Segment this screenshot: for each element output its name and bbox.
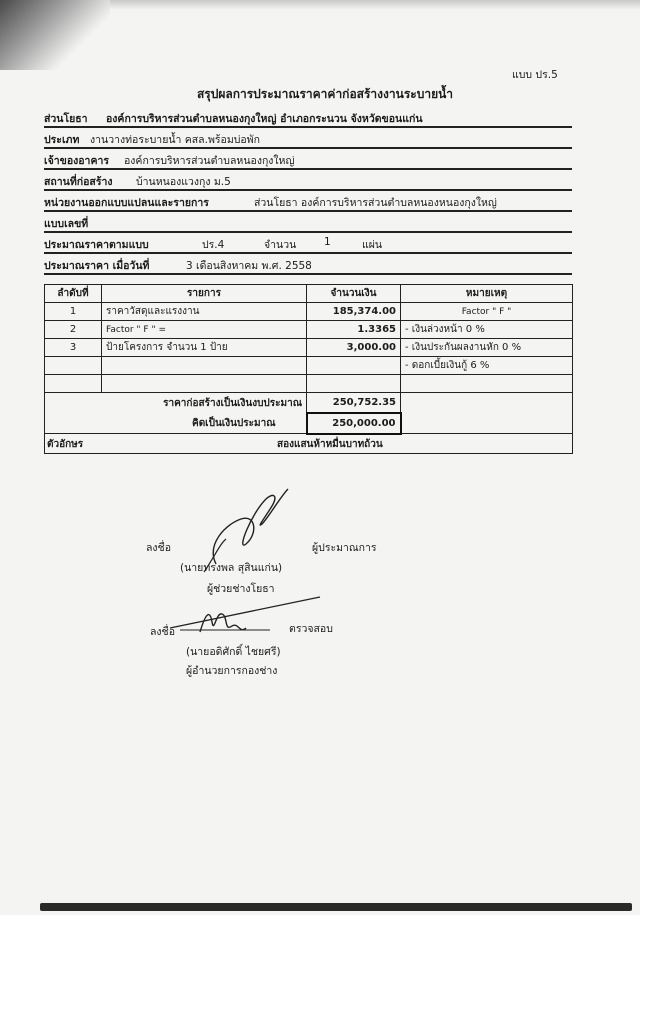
- header-rule: [44, 210, 572, 212]
- cell-amount: 185,374.00: [307, 303, 401, 321]
- words-cell: [45, 434, 573, 454]
- header-label-design-no: แบบเลขที่: [44, 218, 89, 230]
- signatory-position: ผู้อำนวยการกองช่าง: [186, 665, 278, 677]
- cell-item: [102, 357, 307, 375]
- estimate-design-label: ประมาณราคาตามแบบ: [44, 239, 149, 251]
- cell-no: 3: [45, 339, 102, 357]
- signatory-position: ผู้ช่วยช่างโยธา: [207, 583, 275, 595]
- col-header-amount: จำนวนเงิน: [307, 285, 401, 303]
- header-value-location: บ้านหนองแวงกุง ม.5: [136, 176, 231, 188]
- header-value-owner: องค์การบริหารส่วนตำบลหนองกุงใหญ่: [124, 155, 295, 167]
- header-label-department: ส่วนโยธา: [44, 113, 88, 125]
- signature-label: ลงชื่อ: [150, 626, 175, 638]
- header-rule: [44, 147, 572, 149]
- scan-corner-shadow: [0, 0, 110, 70]
- words-value: สองแสนห้าหมื่นบาทถ้วน: [277, 438, 383, 450]
- cell-no: [45, 357, 102, 375]
- rounded-note-cell: [401, 413, 573, 434]
- rounded-label: คิดเป็นเงินประมาณ: [45, 413, 307, 434]
- header-value-type: งานวางท่อระบายน้ำ คสล.พร้อมบ่อพัก: [90, 134, 260, 146]
- document-title: สรุปผลการประมาณราคาค่าก่อสร้างงานระบายน้ำ: [196, 87, 454, 101]
- header-rule: [44, 231, 572, 233]
- cell-no: 2: [45, 321, 102, 339]
- col-header-note: หมายเหตุ: [401, 285, 573, 303]
- estimate-design-count: 1: [324, 236, 331, 248]
- scan-top-shadow: [110, 0, 640, 10]
- header-rule: [44, 168, 572, 170]
- header-rule: [44, 126, 572, 128]
- table-row: [45, 375, 573, 393]
- signature-label: ลงชื่อ: [146, 542, 171, 554]
- header-rule: [44, 252, 572, 254]
- table-row: [45, 339, 573, 357]
- header-label-location: สถานที่ก่อสร้าง: [44, 176, 113, 188]
- estimate-date-value: 3 เดือนสิงหาคม พ.ศ. 2558: [186, 260, 312, 272]
- total-label: ราคาก่อสร้างเป็นเงินงบประมาณ: [45, 393, 307, 414]
- rounded-row: [45, 413, 573, 434]
- table-row: [45, 357, 573, 375]
- header-label-design-unit: หน่วยงานออกแบบแปลนและรายการ: [44, 197, 209, 209]
- table-row: [45, 321, 573, 339]
- cell-amount: 3,000.00: [307, 339, 401, 357]
- cell-item: Factor " F " =: [102, 321, 307, 339]
- total-note-cell: [401, 393, 573, 414]
- header-value-design-unit: ส่วนโยธา องค์การบริหารส่วนตำบลหนองหนองกุงใหญ่: [254, 197, 497, 209]
- signatory-name: (นายทรงพล สุสินแก่น): [180, 562, 283, 574]
- header-label-owner: เจ้าของอาคาร: [44, 155, 110, 167]
- cell-amount: [307, 357, 401, 375]
- estimate-design-form: ปร.4: [202, 239, 225, 251]
- estimate-table: [44, 284, 573, 454]
- words-row: [45, 434, 573, 454]
- cell-note: - เงินล่วงหน้า 0 %: [401, 321, 573, 339]
- cell-note: Factor " F ": [401, 303, 573, 321]
- cell-no: 1: [45, 303, 102, 321]
- cell-item: ราคาวัสดุและแรงงาน: [102, 303, 307, 321]
- cell-amount: 1.3365: [307, 321, 401, 339]
- total-value: 250,752.35: [307, 393, 401, 414]
- total-row: [45, 393, 573, 414]
- table-row: [45, 303, 573, 321]
- estimate-design-unit: แผ่น: [362, 239, 383, 251]
- signature-role-right: ตรวจสอบ: [289, 623, 333, 635]
- cell-item: ป้ายโครงการ จำนวน 1 ป้าย: [102, 339, 307, 357]
- header-rule: [44, 189, 572, 191]
- header-rule: [44, 273, 572, 275]
- cell-note: - ดอกเบี้ยเงินกู้ 6 %: [401, 357, 573, 375]
- words-label: ตัวอักษร: [47, 438, 84, 450]
- header-value-department: องค์การบริหารส่วนตำบลหนองกุงใหญ่ อำเภอกระนวน จังหวัดขอนแก่น: [106, 113, 423, 125]
- cell-note: [401, 375, 573, 393]
- cell-amount: [307, 375, 401, 393]
- cell-item: [102, 375, 307, 393]
- rounded-value: 250,000.00: [307, 413, 401, 434]
- cell-note: - เงินประกันผลงานหัก 0 %: [401, 339, 573, 357]
- signature-role-right: ผู้ประมาณการ: [312, 542, 377, 554]
- form-code: แบบ ปร.5: [512, 69, 558, 81]
- estimate-date-label: ประมาณราคา เมื่อวันที่: [44, 260, 150, 272]
- header-label-type: ประเภท: [44, 134, 80, 146]
- cell-no: [45, 375, 102, 393]
- signatory-name: (นายอดิศักดิ์ ไชยศรี): [186, 646, 281, 658]
- table-header-row: [45, 285, 573, 303]
- col-header-item: รายการ: [102, 285, 307, 303]
- estimate-design-count-label: จำนวน: [264, 239, 297, 251]
- col-header-no: ลำดับที่: [45, 285, 102, 303]
- scan-bottom-edge: [40, 903, 632, 911]
